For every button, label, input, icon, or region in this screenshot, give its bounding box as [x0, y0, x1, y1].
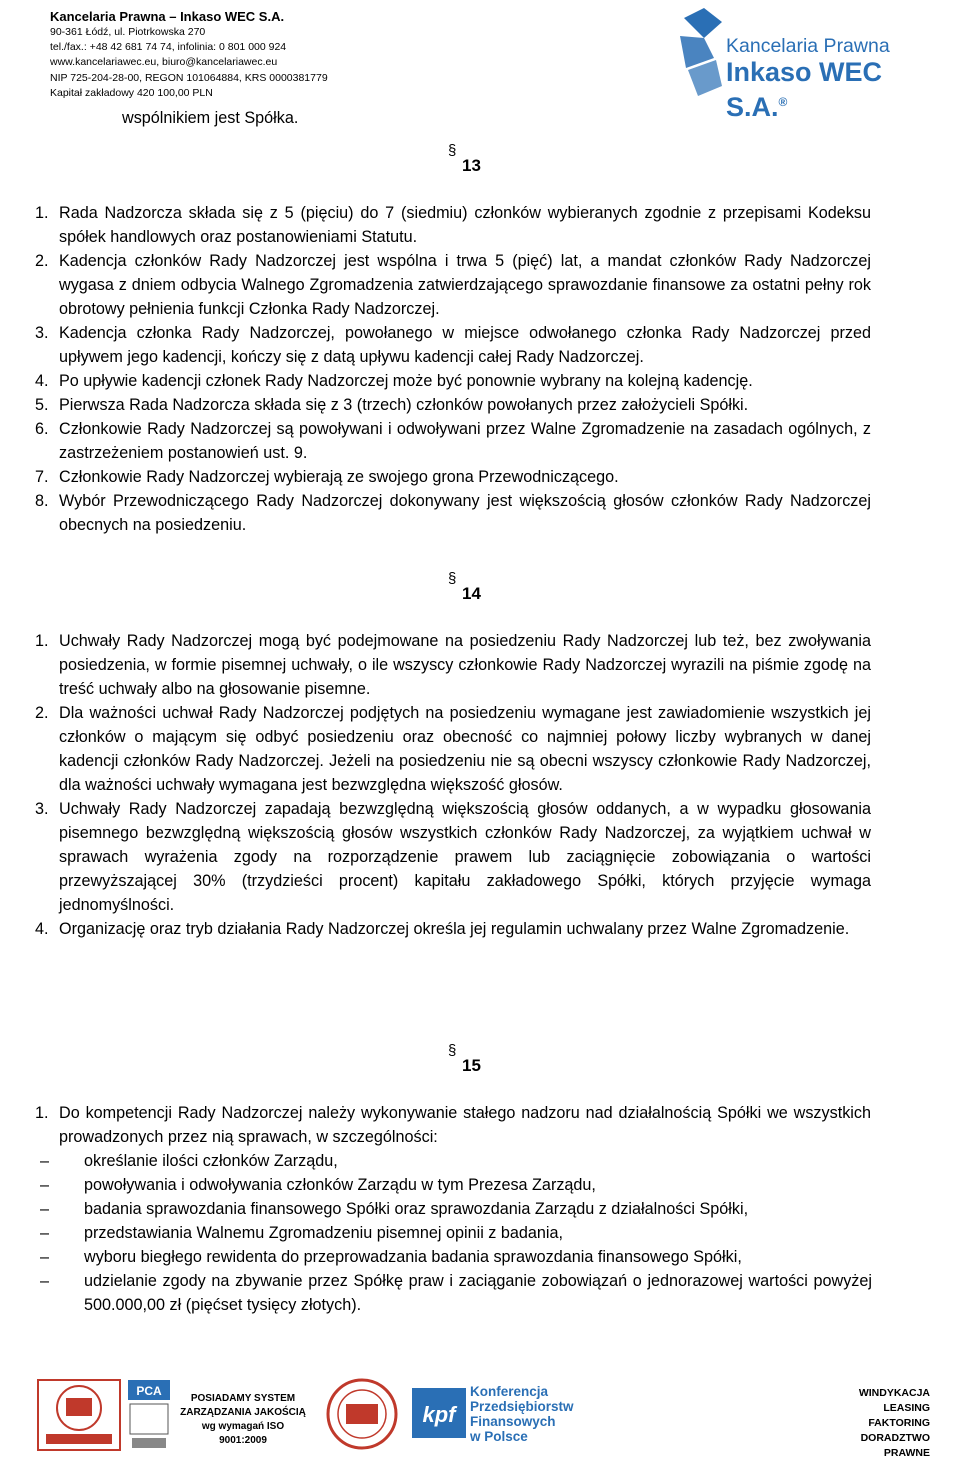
item-text: Uchwały Rady Nadzorczej zapadają bezwzględną większością głosów oddanych, a w wypadku głosowania pisemnego bezwzględną większością głosów wszystkich członków Rady Nadzorczej, za wyjątkiem uchwał w sprawach wyrażenia zgody na rozporządzenie prawem lub zaciągnięcie zobowiązania o wartości przewyższającej 30% (trzydzieści procent) kapitału zakładowego Spółki, których przyjęcie wymaga jednomyślności. [59, 800, 871, 914]
item-number: 5. [35, 396, 49, 414]
bullet-text: przedstawiania Walnemu Zgromadzeniu pisemnej opinii z badania, [84, 1224, 563, 1242]
list-item [35, 249, 871, 321]
service-item: DORADZTWO PRAWNE [860, 1432, 930, 1459]
item-number: 2. [35, 252, 49, 270]
item-text: Po upływie kadencji członek Rady Nadzorczej może być ponownie wybrany na kolejną kadencję. [59, 372, 753, 390]
item-text: Członkowie Rady Nadzorczej są powoływani i odwoływani przez Walne Zgromadzenie na zasadach ogólnych, z zastrzeżeniem postanowień ust. 9. [59, 420, 871, 462]
logo-line-2: Inkaso WEC S.A.® [726, 57, 883, 122]
list-item [35, 1101, 871, 1149]
item-text: Pierwsza Rada Nadzorcza składa się z 3 (trzech) członków powołanych przez założycieli Spółki. [59, 396, 749, 414]
company-address: 90-361 Łódź, ul. Piotrkowska 270 [50, 26, 206, 38]
list-item [35, 701, 871, 797]
section-number: 13 [462, 156, 481, 175]
bullet-text: wyboru biegłego rewidenta do przeprowadzania badania sprawozdania finansowego Spółki, [84, 1248, 742, 1266]
list-item [35, 465, 871, 489]
intro-fragment: wspólnikiem jest Spółka. [122, 109, 299, 127]
section-symbol: § [448, 142, 457, 159]
bullet-item [40, 1221, 872, 1245]
bullet-dash: – [40, 1176, 50, 1194]
item-text: Członkowie Rady Nadzorczej wybierają ze swojego grona Przewodniczącego. [59, 468, 619, 486]
item-number: 1. [35, 1104, 49, 1122]
kpf-logo-label: kpf [422, 1402, 456, 1427]
list-item [35, 629, 871, 701]
item-text: Dla ważności uchwał Rady Nadzorczej podjętych na posiedzeniu wymagane jest zawiadomienie wszystkich jej członków o mającym się odbyć posiedzeniu oraz obecność co najmniej połowy liczby wybranych w danej kadencji członków Rady Nadzorczej. Jeżeli na posiedzeniu nie są obecni wszyscy członkowie Rady Nadzorczej, dla ważności uchwały wymagana jest bezwzględna większość głosów. [59, 704, 871, 794]
bullet-item [40, 1197, 872, 1221]
section-number: 14 [462, 584, 481, 603]
section-number: 15 [462, 1056, 481, 1075]
item-number: 1. [35, 204, 49, 222]
company-web: www.kancelariawec.eu, biuro@kancelariawec.eu [50, 56, 278, 69]
item-number: 2. [35, 704, 49, 722]
item-text: Organizację oraz tryb działania Rady Nadzorczej określa jej regulamin uchwalany przez Walne Zgromadzenie. [59, 920, 850, 938]
list-item [35, 321, 871, 369]
bullet-text: powoływania i odwoływania członków Zarządu w tym Prezesa Zarządu, [84, 1176, 596, 1194]
item-number: 6. [35, 420, 49, 438]
bullet-item [40, 1173, 872, 1197]
section-heading [448, 1042, 481, 1076]
company-phone: tel./fax.: +48 42 681 74 74, infolinia: 0 801 000 924 [50, 41, 287, 54]
qms-text: POSIADAMY SYSTEM ZARZĄDZANIA JAKOŚCIĄ wg wymagań ISO 9001:2009 [180, 1393, 306, 1446]
service-item: WINDYKACJA [858, 1387, 930, 1399]
company-logo [674, 8, 944, 122]
logo-line-1: Kancelaria Prawna [726, 35, 890, 57]
bullet-item [40, 1269, 872, 1317]
item-text: Kadencja członków Rady Nadzorczej jest wspólna i trwa 5 (pięć) lat, a mandat członków Rady Nadzorczej wygasa z dniem odbycia Walnego Zgromadzenia zatwierdzającego sprawozdanie finansowe za ostatni pełny rok obrotowy pełnienia funkcji Członka Rady Nadzorczej. [59, 252, 871, 318]
letterhead-contact [50, 8, 328, 101]
firma-rekomendowana-seal-icon [316, 1378, 408, 1450]
section-symbol: § [448, 1042, 457, 1059]
certificate-seal-icon [36, 1378, 122, 1452]
item-number: 1. [35, 632, 49, 650]
item-text: Rada Nadzorcza składa się z 5 (pięciu) do 7 (siedmiu) członków wybieranych zgodnie z przepisami Kodeksu spółek handlowych oraz postanowieniami Statutu. [59, 204, 871, 246]
logo-text [726, 35, 944, 122]
item-number: 4. [35, 920, 49, 938]
item-number: 8. [35, 492, 49, 510]
bullet-dash: – [40, 1272, 50, 1290]
item-text: Uchwały Rady Nadzorczej mogą być podejmowane na posiedzeniu Rady Nadzorczej lub też, bez zwoływania posiedzenia, w formie pisemnej uchwały, o ile wszyscy członkowie Rady Nadzorczej wyrazili na piśmie zgodę na treść uchwały albo na głosowanie pisemne. [59, 632, 871, 698]
logo-mark-icon [674, 8, 734, 98]
bullet-text: badania sprawozdania finansowego Spółki oraz sprawozdania Zarządu z działalności Spółki, [84, 1200, 749, 1218]
services-list [820, 1386, 930, 1461]
footer [0, 1372, 960, 1459]
bullet-item [40, 1245, 872, 1269]
item-text: Do kompetencji Rady Nadzorczej należy wykonywanie stałego nadzoru nad działalnością Spółki we wszystkich prowadzonych przez nią sprawach, w szczególności: [59, 1104, 871, 1146]
company-capital: Kapitał zakładowy 420 100,00 PLN [50, 86, 213, 99]
bullet-dash: – [40, 1200, 50, 1218]
section-symbol: § [448, 570, 457, 587]
section-heading [448, 570, 481, 604]
service-item: FAKTORING [868, 1417, 930, 1429]
item-text: Wybór Przewodniczącego Rady Nadzorczej dokonywany jest większością głosów członków Rady Nadzorczej obecnych na posiedzeniu. [59, 492, 871, 534]
list-item [35, 201, 871, 249]
list-item [35, 417, 871, 465]
item-text: Kadencja członka Rady Nadzorczej, powołanego w miejsce odwołanego członka Rady Nadzorczej przed upływem jego kadencji, kończy się z datą upływu kadencji całej Rady Nadzorczej. [59, 324, 871, 366]
bullet-dash: – [40, 1224, 50, 1242]
list-item [35, 917, 871, 941]
bullet-dash: – [40, 1152, 50, 1170]
item-number: 3. [35, 324, 49, 342]
list-item [35, 393, 871, 417]
list-item [35, 489, 871, 537]
item-number: 7. [35, 468, 49, 486]
company-ids: NIP 725-204-28-00, REGON 101064884, KRS 0000381779 [50, 71, 328, 84]
pca-certificate-logo [128, 1380, 170, 1450]
bullet-text: określanie ilości członków Zarządu, [84, 1152, 338, 1170]
item-number: 4. [35, 372, 49, 390]
kpf-text: Konferencja Przedsiębiorstw Finansowych w Polsce [470, 1384, 574, 1444]
section-heading [448, 142, 481, 176]
bullet-dash: – [40, 1248, 50, 1266]
pca-label: PCA [136, 1384, 162, 1398]
pca-icon [128, 1380, 170, 1450]
list-item [35, 369, 871, 393]
list-item [35, 797, 871, 917]
company-name: Kancelaria Prawna – Inkaso WEC S.A. [50, 9, 285, 24]
bullet-text: udzielanie zgody na zbywanie przez Spółkę praw i zaciąganie zobowiązań o jednorazowej wartości powyżej 500.000,00 zł (pięćset tysięcy złotych). [84, 1272, 872, 1314]
service-item: LEASING [883, 1402, 930, 1414]
bullet-item [40, 1149, 872, 1173]
item-number: 3. [35, 800, 49, 818]
